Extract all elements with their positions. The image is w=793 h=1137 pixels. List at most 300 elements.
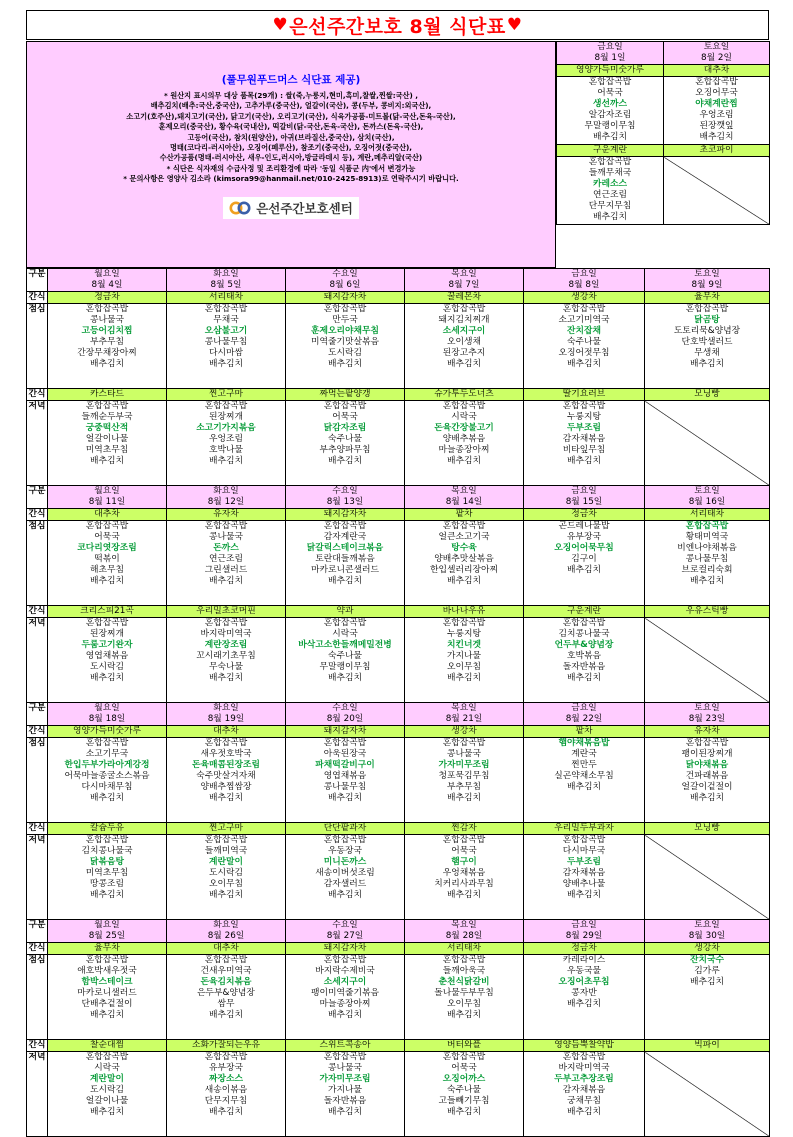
row-label: 점심 — [27, 304, 48, 389]
menu-item: 고등어김치찜 — [81, 326, 133, 336]
menu-item: 혼합잡곡밥 — [204, 738, 248, 748]
snack-cell: 단단팥과자 — [286, 823, 405, 835]
day-name: 수요일 — [332, 920, 358, 930]
menu-item: 우동국물 — [567, 966, 601, 976]
menu-item: 어묵국 — [451, 846, 477, 856]
day-name: 토요일 — [694, 703, 720, 713]
menu-item: 무채국 — [213, 315, 239, 325]
info-line: 수산가공품(명태-러시아산, 새우-인도,러시아,방글라데시 등), 계란,메추리알(국산) — [159, 153, 423, 163]
snack-cell: 약과 — [286, 606, 405, 618]
snack-cell: 카스타드 — [48, 389, 167, 401]
menu-item: 계란장조림 — [204, 640, 248, 650]
menu-item: 가자미무조림 — [438, 760, 490, 770]
day-name: 금요일 — [571, 486, 597, 496]
menu-item: 햄야채볶음밥 — [558, 738, 610, 748]
menu-item: 가지나물 — [328, 1085, 362, 1095]
menu-item: 팽이된장찌개 — [681, 749, 733, 759]
info-line: 배추김치(배추:국산,중국산), 고추가루(중국산), 얼갈이(국산), 콩(두부, 콩비지:외국산), — [150, 101, 432, 111]
day-header — [405, 269, 524, 292]
menu-item: 떡볶이 — [94, 554, 120, 564]
menu-item: 된장고추지 — [442, 348, 486, 358]
snack-cell: 영양가득미숫가루 — [557, 65, 664, 77]
menu-cell — [167, 401, 286, 486]
snack-cell: 팥차 — [524, 726, 645, 738]
menu-item: 건파래볶음 — [685, 771, 729, 781]
menu-item: 생선까스 — [593, 99, 627, 109]
day-header — [557, 42, 664, 65]
row-label: 저녁 — [27, 618, 48, 703]
empty-cell — [664, 157, 770, 225]
menu-cell — [524, 304, 645, 389]
day-name: 수요일 — [332, 703, 358, 713]
menu-item: 오징어초무침 — [558, 977, 610, 987]
menu-cell — [405, 1052, 524, 1137]
day-name: 금요일 — [571, 269, 597, 279]
menu-item: 계란말이 — [90, 1074, 124, 1084]
menu-item: 배추김치 — [328, 1010, 362, 1020]
menu-item: 오징어어묵무침 — [554, 543, 614, 553]
menu-item: 혼합잡곡밥 — [85, 1052, 129, 1062]
row-snack_am — [27, 726, 770, 738]
day-header — [48, 486, 167, 509]
menu-item: 혼합잡곡밥 — [204, 618, 248, 628]
menu-item: 다시마채무침 — [81, 782, 133, 792]
menu-item: 김치콩나물국 — [558, 629, 610, 639]
day-date: 8월 8일 — [568, 280, 600, 290]
center-name: 은선주간보호센터 — [256, 200, 353, 216]
menu-item: 마늘종장아찌 — [319, 999, 371, 1009]
menu-item: 배추김치 — [690, 359, 724, 369]
day-header — [524, 703, 645, 726]
row-label: 저녁 — [27, 835, 48, 920]
menu-item: 호박나물 — [209, 445, 243, 455]
snack-cell: 율무차 — [645, 292, 770, 304]
menu-item: 콩나물무침 — [204, 337, 248, 347]
row-hd — [27, 920, 770, 943]
menu-cell — [524, 401, 645, 486]
day-header — [48, 703, 167, 726]
menu-item: 배추김치 — [328, 1107, 362, 1117]
row-snack_am — [557, 65, 770, 77]
menu-item: 양배추찜쌈장 — [200, 782, 252, 792]
menu-item: 배추김치 — [447, 576, 481, 586]
row-lunch — [27, 304, 770, 389]
snack-cell: 영양가득미숫가루 — [48, 726, 167, 738]
menu-item: 배추김치 — [328, 890, 362, 900]
snack-cell: 초코파이 — [664, 145, 770, 157]
menu-item: 혼합잡곡밥 — [588, 77, 632, 87]
menu-item: 혼합잡곡밥 — [562, 401, 606, 411]
row-dinner — [27, 835, 770, 920]
day-name: 목요일 — [451, 486, 477, 496]
day-date: 8월 20일 — [326, 714, 364, 724]
menu-cell — [524, 618, 645, 703]
menu-cell — [286, 738, 405, 823]
menu-item: 새우젓호박국 — [200, 749, 252, 759]
menu-item: 간장무채장아찌 — [77, 348, 137, 358]
menu-item: 황태미역국 — [685, 532, 729, 542]
menu-item: 한입두부가라아게강정 — [64, 760, 150, 770]
menu-item: 무말랭이무침 — [584, 121, 636, 131]
menu-item: 두룸고기완자 — [81, 640, 133, 650]
menu-item: 얼갈이겉절이 — [681, 782, 733, 792]
info-line: * 원산지 표시의무 대상 품목(29개) : 쌀(죽,누룽지,현미,흑미,찰쌀,찐쌀:국산) , — [163, 91, 418, 100]
day-date: 8월 26일 — [207, 931, 245, 941]
menu-item: 된장찌개 — [90, 629, 124, 639]
menu-item: 배추김치 — [567, 999, 601, 1009]
row-label: 간식 — [28, 943, 46, 953]
menu-item: 햄구이 — [451, 857, 477, 867]
menu-cell — [167, 738, 286, 823]
row-label: 점심 — [27, 521, 48, 606]
menu-item: 가자미무조림 — [319, 1074, 371, 1084]
menu-cell — [664, 77, 770, 145]
day-date: 8월 30일 — [688, 931, 726, 941]
menu-item: 혼합잡곡밥 — [442, 618, 486, 628]
day-header — [664, 42, 770, 65]
menu-item: 혼합잡곡밥 — [204, 401, 248, 411]
menu-item: 새송이버섯조림 — [315, 868, 375, 878]
menu-cell — [405, 955, 524, 1040]
menu-item: 혼합잡곡밥 — [323, 304, 367, 314]
snack-cell: 서리태차 — [645, 509, 770, 521]
row-snack_pm — [27, 389, 770, 401]
menu-item: 소고기무국 — [85, 749, 129, 759]
top-block — [26, 41, 769, 268]
menu-item: 혼합잡곡밥 — [442, 304, 486, 314]
menu-item: 숙주나물 — [328, 651, 362, 661]
menu-cell — [524, 835, 645, 920]
snack-cell: 모닝빵 — [645, 389, 770, 401]
menu-item: 도시락김 — [90, 662, 124, 672]
info-line: 훈제오리(중국산), 황수육(국내산), 떡갈비(닭-국산,돈육-국산), 돈까스(돈육-국산), — [158, 122, 424, 132]
menu-item: 혼합잡곡밥 — [204, 835, 248, 845]
menu-item: 치킨너겟 — [447, 640, 481, 650]
row-label: 간식 — [28, 1040, 46, 1050]
menu-item: 한입셀러리장아찌 — [430, 565, 498, 575]
menu-cell — [557, 157, 664, 225]
menu-item: 언두부&양념장 — [554, 640, 614, 650]
menu-item: 춘천식닭갈비 — [438, 977, 490, 987]
menu-item: 감자채볶음 — [562, 1085, 606, 1095]
menu-item: 소세지구이 — [442, 326, 486, 336]
snack-cell: 찰순대찜 — [48, 1040, 167, 1052]
day-date: 8월 21일 — [445, 714, 483, 724]
day-name: 화요일 — [213, 486, 239, 496]
menu-item: 배추김치 — [328, 793, 362, 803]
menu-item: 꼬시래기초무침 — [196, 651, 256, 661]
menu-item: 배추김치 — [447, 359, 481, 369]
menu-item: 닭야채볶음 — [685, 760, 729, 770]
menu-item: 오이생채 — [447, 337, 481, 347]
menu-item: 감자계란국 — [323, 532, 367, 542]
menu-item: 혼합잡곡밥 — [204, 955, 248, 965]
menu-item: 연근조림 — [593, 190, 627, 200]
menu-item: 실곤약채소무침 — [554, 771, 614, 781]
menu-item: 혼합잡곡밥 — [562, 835, 606, 845]
snack-cell: 구운계란 — [557, 145, 664, 157]
snack-cell: 생강차 — [524, 292, 645, 304]
menu-item: 시락국 — [332, 629, 358, 639]
day-name: 월요일 — [94, 703, 120, 713]
menu-item: 단배추겉절이 — [81, 999, 133, 1009]
menu-item: 닭감자조림 — [323, 423, 367, 433]
menu-item: 배추김치 — [90, 1107, 124, 1117]
info-line: 고등어(국산), 참치(원양산), 아귀(브라질산,중국산), 삼치(국산), — [187, 132, 395, 142]
menu-item: 소고기미역국 — [558, 315, 610, 325]
menu-item: 양배추볶음 — [442, 434, 486, 444]
day-header — [167, 920, 286, 943]
row-lunch — [27, 955, 770, 1040]
menu-cell — [48, 1052, 167, 1137]
menu-item: 김치콩나물국 — [81, 846, 133, 856]
menu-item: 도시락김 — [90, 1085, 124, 1095]
menu-item: 배추김치 — [447, 456, 481, 466]
menu-item: 소세지구이 — [323, 977, 367, 987]
menu-item: 들깨아욱국 — [442, 966, 486, 976]
menu-item: 혼합잡곡밥 — [85, 955, 129, 965]
snack-cell: 소화가잘되는우유 — [167, 1040, 286, 1052]
snack-cell: 유자차 — [167, 509, 286, 521]
menu-item: 혼합잡곡밥 — [85, 618, 129, 628]
day-header — [286, 703, 405, 726]
menu-item: 돈육김치볶음 — [200, 977, 252, 987]
snack-cell: 칼슘두유 — [48, 823, 167, 835]
menu-item: 배추김치 — [567, 1107, 601, 1117]
menu-item: 배추김치 — [209, 576, 243, 586]
menu-cell — [524, 955, 645, 1040]
menu-cell — [48, 304, 167, 389]
snack-cell: 팥차 — [405, 509, 524, 521]
snack-cell: 대추차 — [664, 65, 770, 77]
menu-item: 어묵국 — [597, 88, 623, 98]
day-header — [524, 486, 645, 509]
menu-item: 두부고추장조림 — [554, 1074, 614, 1084]
menu-item: 부추양파무침 — [319, 445, 371, 455]
day-name: 화요일 — [213, 920, 239, 930]
day-name: 월요일 — [94, 920, 120, 930]
snack-cell: 생강차 — [645, 943, 770, 955]
menu-item: 배추김치 — [90, 359, 124, 369]
row-label: 저녁 — [27, 401, 48, 486]
row-snack_am — [27, 509, 770, 521]
menu-item: 감자샐러드 — [323, 879, 367, 889]
menu-item: 바지락수제비국 — [315, 966, 375, 976]
menu-item: 우엉조림 — [209, 434, 243, 444]
menu-item: 무말랭이무침 — [319, 662, 371, 672]
menu-item: 된장찌개 — [209, 412, 243, 422]
snack-cell: 슈가투두도너츠 — [405, 389, 524, 401]
day-date: 8월 25일 — [88, 931, 126, 941]
menu-item: 배추김치 — [567, 359, 601, 369]
info-line: * 식단은 식자재의 수급사정 및 조리환경에 따라 '동일 식품군 内'에서 변경가능 — [166, 163, 416, 173]
day-date: 8월 14일 — [445, 497, 483, 507]
menu-item: 누룽지탕 — [447, 629, 481, 639]
menu-item: 혼합잡곡밥 — [323, 955, 367, 965]
menu-item: 혼합잡곡밥 — [442, 401, 486, 411]
menu-item: 김가루 — [694, 966, 720, 976]
day-date: 8월 11일 — [88, 497, 126, 507]
menu-item: 알감자조림 — [588, 110, 632, 120]
snack-cell: 영양듬뿍찰약밥 — [524, 1040, 645, 1052]
empty-cell — [645, 618, 770, 703]
menu-item: 혼합잡곡밥 — [204, 521, 248, 531]
menu-item: 연근조림 — [209, 554, 243, 564]
row-hd — [27, 269, 770, 292]
day-name: 화요일 — [213, 703, 239, 713]
row-label: 구분 — [27, 703, 48, 726]
snack-cell: 돼지감자차 — [286, 292, 405, 304]
menu-item: 부추무침 — [447, 782, 481, 792]
menu-item: 콩자반 — [571, 988, 597, 998]
snack-cell: 구운계란 — [524, 606, 645, 618]
menu-item: 쌈무 — [217, 999, 235, 1009]
menu-item: 배추김치 — [209, 793, 243, 803]
menu-item: 우동장국 — [328, 846, 362, 856]
snack-cell: 스위트콕송아 — [286, 1040, 405, 1052]
menu-item: 혼합잡곡밥 — [323, 738, 367, 748]
row-hd — [27, 486, 770, 509]
snack-cell: 대추차 — [167, 943, 286, 955]
menu-item: 배추김치 — [447, 793, 481, 803]
menu-cell — [167, 955, 286, 1040]
page-title — [26, 10, 769, 40]
row-label: 간식 — [28, 823, 46, 833]
menu-item: 탕수육 — [451, 543, 477, 553]
menu-item: 콩나물국 — [328, 1063, 362, 1073]
menu-item: 함박스테이크 — [81, 977, 133, 987]
row-label: 간식 — [28, 606, 46, 616]
menu-cell — [286, 955, 405, 1040]
menu-item: 곤드레나물밥 — [558, 521, 610, 531]
row-label: 점심 — [27, 738, 48, 823]
menu-cell — [524, 521, 645, 606]
snack-cell: 돼지감자차 — [286, 943, 405, 955]
menu-item: 배추김치 — [690, 977, 724, 987]
menu-cell — [405, 738, 524, 823]
menu-item: 숙주맛살겨자채 — [196, 771, 256, 781]
menu-cell — [524, 1052, 645, 1137]
empty-cell — [645, 1052, 770, 1137]
menu-item: 배추김치 — [690, 576, 724, 586]
menu-cell — [167, 835, 286, 920]
menu-item: 혼합잡곡밥 — [562, 1052, 606, 1062]
first-week-table — [556, 41, 770, 225]
menu-item: 카레소스 — [593, 179, 627, 189]
day-header — [524, 269, 645, 292]
logo-icon — [229, 201, 251, 215]
menu-item: 배추김치 — [447, 1107, 481, 1117]
menu-item: 혼합잡곡밥 — [85, 835, 129, 845]
snack-cell: 생강차 — [405, 726, 524, 738]
row-label: 구분 — [27, 269, 48, 292]
menu-item: 소고기가지볶음 — [196, 423, 256, 433]
menu-item: 배추김치 — [699, 132, 734, 142]
menu-item: 비엔나야채볶음 — [677, 543, 737, 553]
menu-item: 혼합잡곡밥 — [323, 1052, 367, 1062]
menu-item: 무생채 — [694, 348, 720, 358]
menu-item: 다시마쌈 — [209, 348, 243, 358]
menu-item: 혼합잡곡밥 — [588, 157, 632, 167]
menu-item: 배추김치 — [209, 673, 243, 683]
menu-item: 혼합잡곡밥 — [323, 401, 367, 411]
menu-item: 혼합잡곡밥 — [323, 835, 367, 845]
menu-item: 미역초무침 — [85, 868, 129, 878]
day-header — [405, 486, 524, 509]
menu-item: 돈까스 — [213, 543, 239, 553]
menu-item: 바지락미역국 — [200, 629, 252, 639]
menu-cell — [286, 1052, 405, 1137]
menu-item: 시락국 — [451, 412, 477, 422]
menu-item: 미니돈까스 — [323, 857, 367, 867]
menu-item: 얼갈이나물 — [85, 434, 129, 444]
menu-cell — [167, 521, 286, 606]
snack-cell: 정금차 — [524, 509, 645, 521]
menu-item: 혼합잡곡밥 — [695, 77, 738, 87]
menu-item: 오이무침 — [209, 879, 243, 889]
menu-item: 오징어젓무침 — [558, 348, 610, 358]
menu-item: 혼합잡곡밥 — [685, 521, 729, 531]
menu-item: 돈육간장불고기 — [434, 423, 494, 433]
menu-item: 혼합잡곡밥 — [323, 521, 367, 531]
menu-item: 유부장국 — [209, 1063, 243, 1073]
day-header — [645, 703, 770, 726]
row-snack_pm — [27, 823, 770, 835]
day-name: 목요일 — [451, 703, 477, 713]
row-label: 간식 — [28, 292, 46, 302]
day-date: 8월 2일 — [701, 53, 732, 63]
menu-item: 은두부&양념장 — [197, 988, 255, 998]
menu-item: 두부조림 — [567, 423, 601, 433]
menu-item: 혼합잡곡밥 — [85, 304, 129, 314]
menu-item: 마늘종장아찌 — [438, 445, 490, 455]
menu-item: 우엉채볶음 — [442, 868, 486, 878]
menu-item: 땅콩조림 — [90, 879, 124, 889]
menu-item: 배추김치 — [209, 359, 243, 369]
menu-item: 배추김치 — [447, 890, 481, 900]
menu-sheet — [26, 10, 769, 1117]
day-name: 토요일 — [694, 486, 720, 496]
menu-item: 감자채볶음 — [562, 434, 606, 444]
menu-cell — [645, 955, 770, 1040]
day-date: 8월 5일 — [210, 280, 242, 290]
menu-item: 배추김치 — [90, 576, 124, 586]
menu-item: 배추김치 — [593, 132, 627, 142]
menu-item: 배추김치 — [567, 673, 601, 683]
menu-item: 들깨순두부국 — [81, 412, 133, 422]
menu-item: 궁채무침 — [567, 1096, 601, 1106]
menu-item: 단호박샐러드 — [681, 337, 733, 347]
row-snack_pm — [557, 145, 770, 157]
row-hd — [27, 703, 770, 726]
day-name: 토요일 — [694, 920, 720, 930]
menu-item: 배추김치 — [209, 1107, 243, 1117]
day-header — [286, 920, 405, 943]
row-lunch — [557, 77, 770, 145]
menu-item: 청포묵김무침 — [438, 771, 490, 781]
menu-cell — [48, 835, 167, 920]
menu-item: 영엽채볶음 — [323, 771, 367, 781]
menu-item: 배추김치 — [447, 1010, 481, 1020]
menu-item: 브로컬리숙회 — [681, 565, 733, 575]
row-snack_am — [27, 292, 770, 304]
menu-item: 혼합잡곡밥 — [685, 304, 729, 314]
snack-cell: 돼지감자차 — [286, 509, 405, 521]
menu-item: 고들빼기무침 — [438, 1096, 490, 1106]
menu-item: 김구이 — [571, 554, 597, 564]
snack-cell: 돼지감자차 — [286, 726, 405, 738]
menu-item: 영엽채볶음 — [85, 651, 129, 661]
